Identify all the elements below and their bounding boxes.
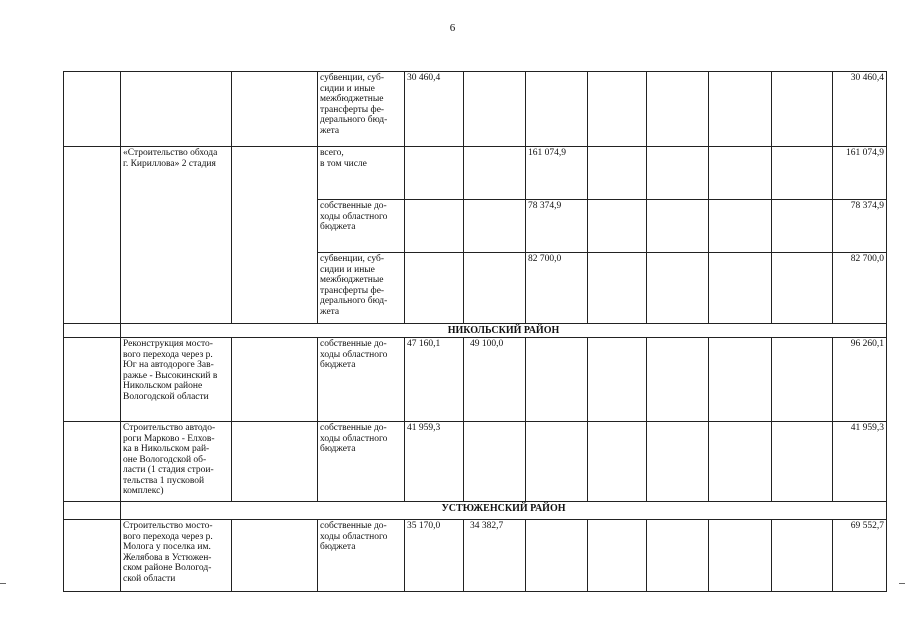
value-cell: 82 700,0 [526,253,588,324]
table-row [64,72,887,147]
scan-edge-mark [0,583,6,584]
value-cell: 34 382,7 [464,520,526,592]
value-cell: 161 074,9 [526,147,588,200]
source-cell: субвенции, суб- сидии и иные межбюджетные трансферты фе- дерального бюд- жета [318,72,405,147]
source-cell: собственные до- ходы областного бюджета [318,200,405,253]
total-cell: 78 374,9 [833,200,887,253]
source-cell: собственные до- ходы областного бюджета [318,422,405,502]
object-name: Строительство мосто- вого перехода через р. Молога у поселка им. Желябова в Устюжен- ском районе Вологод- ской области [121,520,232,592]
value-cell: 35 170,0 [405,520,464,592]
page-number: 6 [449,22,456,34]
value-cell: 30 460,4 [405,72,464,147]
table-row [64,422,887,502]
district-title-nikolsky: НИКОЛЬСКИЙ РАЙОН [121,324,887,338]
total-cell: 41 959,3 [833,422,887,502]
value-cell: 78 374,9 [526,200,588,253]
budget-table [63,71,887,592]
table-row [64,520,887,592]
total-cell: 30 460,4 [833,72,887,147]
value-cell: 41 959,3 [405,422,464,502]
object-name: Строительство автодо- роги Марково - Елхов- ка в Никольском рай- оне Вологодской об- ласти (1 стадия строи- тельства 1 пусковой комплекс) [121,422,232,502]
value-cell: 47 160,1 [405,338,464,422]
district-header-row [64,502,887,520]
source-cell: субвенции, суб- сидии и иные межбюджетные трансферты фе- дерального бюд- жета [318,253,405,324]
total-cell: 69 552,7 [833,520,887,592]
table-row [64,147,887,200]
object-name: Реконструкция мосто- вого перехода через р. Юг на автодороге Зав- ражье - Высокинский в Никольском районе Вологодской области [121,338,232,422]
source-cell: всего, в том числе [318,147,405,200]
source-cell: собственные до- ходы областного бюджета [318,338,405,422]
total-cell: 96 260,1 [833,338,887,422]
scan-edge-mark [899,583,905,584]
district-header-row [64,324,887,338]
object-name: «Строительство обхода г. Кириллова» 2 стадия [121,147,232,324]
district-title-ustyuzhensky: УСТЮЖЕНСКИЙ РАЙОН [121,502,887,520]
total-cell: 82 700,0 [833,253,887,324]
total-cell: 161 074,9 [833,147,887,200]
source-cell: собственные до- ходы областного бюджета [318,520,405,592]
value-cell: 49 100,0 [464,338,526,422]
table-row [64,338,887,422]
